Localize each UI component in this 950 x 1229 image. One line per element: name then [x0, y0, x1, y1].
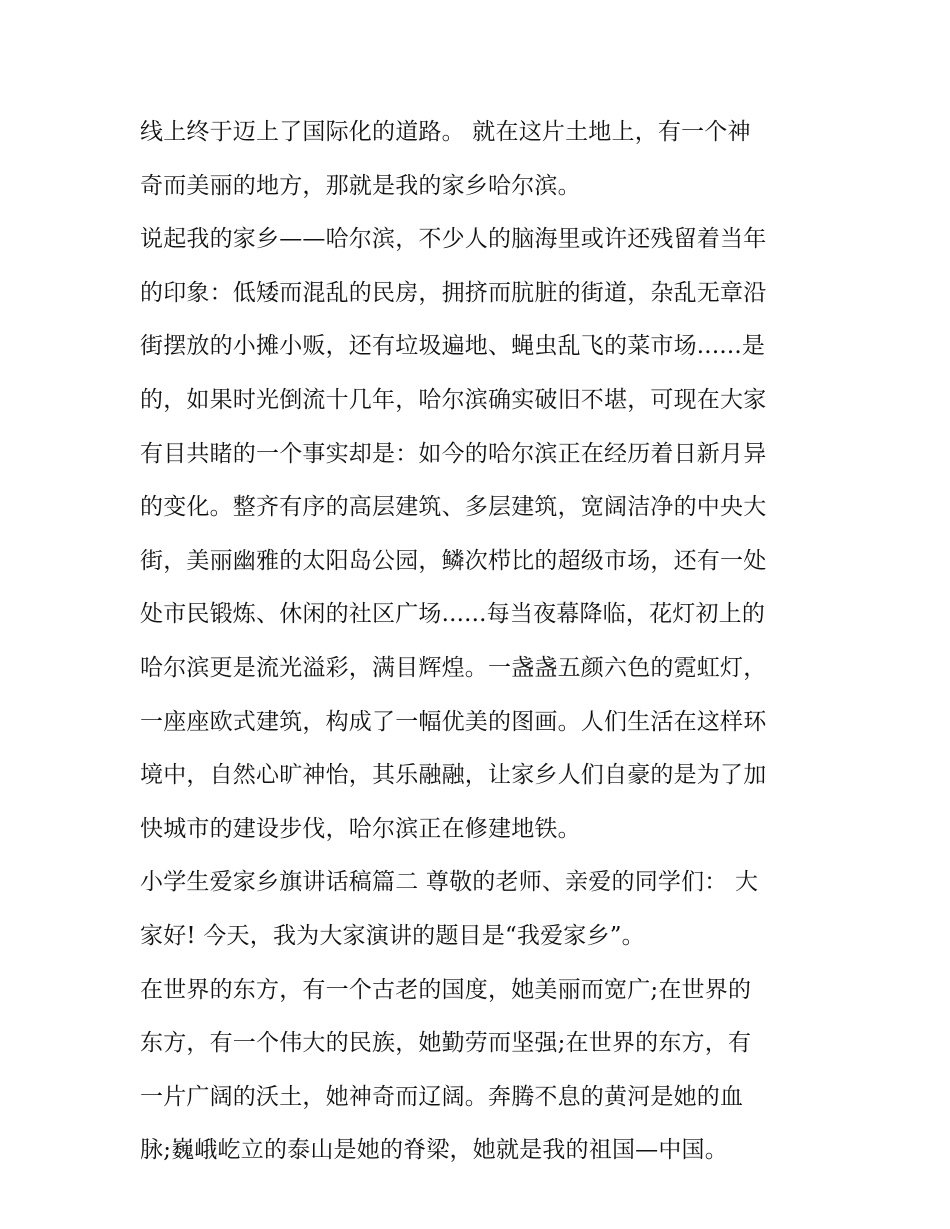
text-line-5: 街摆放的小摊小贩，还有垃圾遍地、蝇虫乱飞的菜市场......是 — [140, 333, 766, 360]
text-line-9: 街，美丽幽雅的太阳岛公园，鳞次栉比的超级市场，还有一处 — [140, 547, 767, 574]
text-line-13: 境中，自然心旷神怡，其乐融融，让家乡人们自豪的是为了加 — [140, 762, 767, 789]
text-line-18: 东方，有一个伟大的民族，她勤劳而坚强;在世界的东方，有 — [140, 1030, 752, 1057]
text-line-3: 说起我的家乡——哈尔滨，不少人的脑海里或许还残留着当年 — [140, 226, 767, 253]
text-line-11: 哈尔滨更是流光溢彩，满目辉煌。一盏盏五颜六色的霓虹灯， — [140, 654, 767, 681]
text-line-6: 的，如果时光倒流十几年，哈尔滨确实破旧不堪，可现在大家 — [140, 386, 767, 413]
text-line-7: 有目共睹的一个事实却是：如今的哈尔滨正在经历着日新月异 — [140, 440, 767, 467]
text-line-4: 的印象：低矮而混乱的民房，拥挤而肮脏的街道，杂乱无章沿 — [140, 279, 767, 306]
text-line-8: 的变化。整齐有序的高层建筑、多层建筑，宽阔洁净的中央大 — [140, 494, 767, 521]
text-line-14: 快城市的建设步伐，哈尔滨正在修建地铁。 — [140, 815, 581, 842]
text-line-15: 小学生爱家乡旗讲话稿篇二 尊敬的老师、亲爱的同学们： 大 — [140, 869, 759, 896]
text-line-2: 奇而美丽的地方，那就是我的家乡哈尔滨。 — [140, 172, 581, 199]
text-line-17: 在世界的东方，有一个古老的国度，她美丽而宽广;在世界的 — [140, 976, 752, 1003]
text-line-16: 家好! 今天，我为大家演讲的题目是“我爱家乡”。 — [140, 922, 645, 949]
text-line-20: 脉;巍峨屹立的泰山是她的脊梁，她就是我的祖国—中国。 — [140, 1137, 728, 1164]
body-text — [140, 106, 820, 1178]
text-line-1: 线上终于迈上了国际化的道路。 就在这片土地上，有一个神 — [140, 119, 751, 145]
text-line-12: 一座座欧式建筑，构成了一幅优美的图画。人们生活在这样环 — [140, 708, 767, 735]
text-line-10: 处市民锻炼、休闲的社区广场......每当夜幕降临，花灯初上的 — [140, 601, 766, 628]
text-line-19: 一片广阔的沃土，她神奇而辽阔。奔腾不息的黄河是她的血 — [140, 1083, 744, 1110]
